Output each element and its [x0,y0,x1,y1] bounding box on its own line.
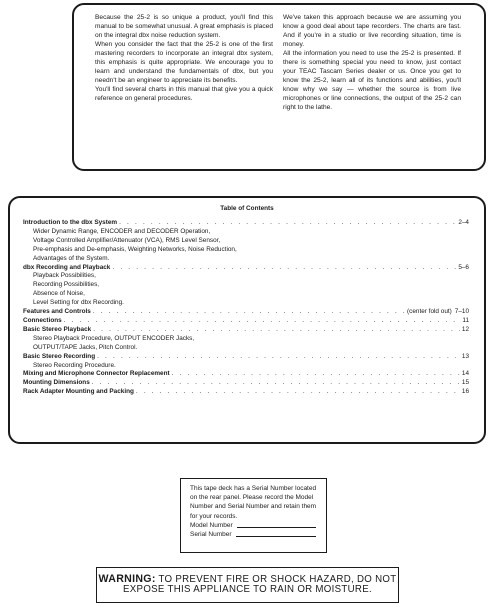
warning-text-2: EXPOSE THIS APPLIANCE TO RAIN OR MOISTURE. [123,584,372,595]
toc-leader-dots [93,308,405,317]
model-number-blank [237,521,316,528]
warning-text-1: TO PREVENT FIRE OR SHOCK HAZARD, DO NOT [158,574,397,585]
intro-left-column [95,13,273,103]
toc-entry [23,219,469,228]
intro-right-column [283,13,461,113]
toc-leader-dots [112,264,456,273]
toc-entry-pages: 7–10 [454,308,469,316]
intro-paragraph: We've taken this approach because we are assuming you know a good deal about tape recorders. The charts are fast. And if you're in a studio or live recording situation, time is money. [283,14,461,49]
toc-subentry: Absence of Noise, [33,290,85,298]
serial-number-label: Serial Number [190,531,232,539]
toc-entry-pages: 13 [461,352,469,360]
toc-entry-title: Introduction to the dbx System [23,219,118,226]
warning-box [96,567,399,603]
toc-leader-dots [64,317,461,326]
model-number-label: Model Number [190,521,233,529]
toc-subentry: Recording Possibilities, [33,281,100,289]
toc-title: Table of Contents [220,205,274,212]
toc-entry-title: dbx Recording and Playback [23,263,111,271]
toc-subentry: OUTPUT/TAPE Jacks, Pitch Control. [33,343,138,351]
serial-number-blank [236,530,316,537]
toc-entry [23,308,469,317]
intro-paragraph: When you consider the fact that the 25-2 is one of the first mastering recorders to incorporate an integral dbx system, this emphasis is quite appropriate. We encourage you to learn and understand the fundamentals of dbx, but you needn't be an engineer to appreciate its benefits. [95,41,273,85]
toc-entry [23,353,469,362]
toc-subentry: Stereo Recording Procedure. [33,361,116,369]
toc-entry [23,370,469,379]
toc-entry [23,326,469,335]
toc-entry [23,317,469,326]
toc-entry-pages: 5–6 [458,263,469,271]
toc-subentry: Voltage Controlled Amplifier/Attenuator (VCA), RMS Level Sensor, [33,236,221,244]
toc-entry-title: Basic Stereo Playback [23,325,92,333]
toc-entry-pages: 12 [461,325,469,333]
toc-subentry: Advantages of the System. [33,254,110,262]
toc-leader-dots [93,326,460,335]
toc-entry-title: Mounting Dimensions [23,379,90,387]
toc-entry-pages: 14 [461,370,469,378]
serial-number-box [180,478,327,553]
toc-entry-title: Rack Adapter Mounting and Packing [23,388,134,396]
toc-subentry: Wider Dynamic Range, ENCODER and DECODER Operation, [33,227,211,235]
toc-entry [23,388,469,397]
toc-subentry: Level Setting for dbx Recording. [33,299,124,307]
table-of-contents-box [8,196,486,444]
warning-label: WARNING: [98,573,156,585]
serial-instructions: This tape deck has a Serial Number located on the rear panel. Please record the Model Number and Serial Number and retain them for your records. [190,485,317,520]
toc-leader-dots [92,379,460,388]
serial-number-field [190,530,320,539]
toc-entry [23,379,469,388]
model-number-field [190,521,320,530]
intro-paragraph: Because the 25-2 is so unique a product, you'll find this manual to be somewhat unusual. A great emphasis is placed on the integral dbx noise reduction system. [95,14,273,40]
toc-entry-title: Basic Stereo Recording [23,352,96,360]
toc-leader-dots [97,353,460,362]
toc-leader-dots [172,370,460,379]
intro-paragraph: You'll find several charts in this manual that give you a quick reference on general procedures. [95,86,273,103]
intro-box [72,3,486,171]
toc-entry-pages: 11 [462,316,469,324]
toc-entry-title: Features and Controls [23,308,91,316]
toc-entry-title: Mixing and Microphone Connector Replacement [23,370,170,378]
toc-leader-dots [136,388,460,397]
toc-leader-dots [119,219,456,228]
toc-entry [23,264,469,273]
toc-entry-title: Connections [23,316,62,324]
toc-list [23,219,469,397]
toc-subentry: Stereo Playback Procedure, OUTPUT ENCODER Jacks, [33,334,195,342]
toc-subentry: Playback Possibilities, [33,272,96,280]
intro-paragraph: All the information you need to use the 25-2 is presented. If there is something special you need to know, just contact your TEAC Tascam Series dealer or us. Once you get to know the 25-2, learn all of its functions and abilities, you'll know why we say — whether the source is from live microphones or line connections, the output of the 25-2 can right to the lathe. [283,50,461,112]
toc-subentry: Pre-emphasis and De-emphasis, Weighting Networks, Noise Reduction, [33,245,237,253]
toc-entry-pages: 2–4 [458,219,469,226]
toc-entry-pages: 16 [461,388,469,396]
toc-entry-pages: 15 [461,379,469,387]
toc-entry-note: (center fold out) [407,308,452,316]
